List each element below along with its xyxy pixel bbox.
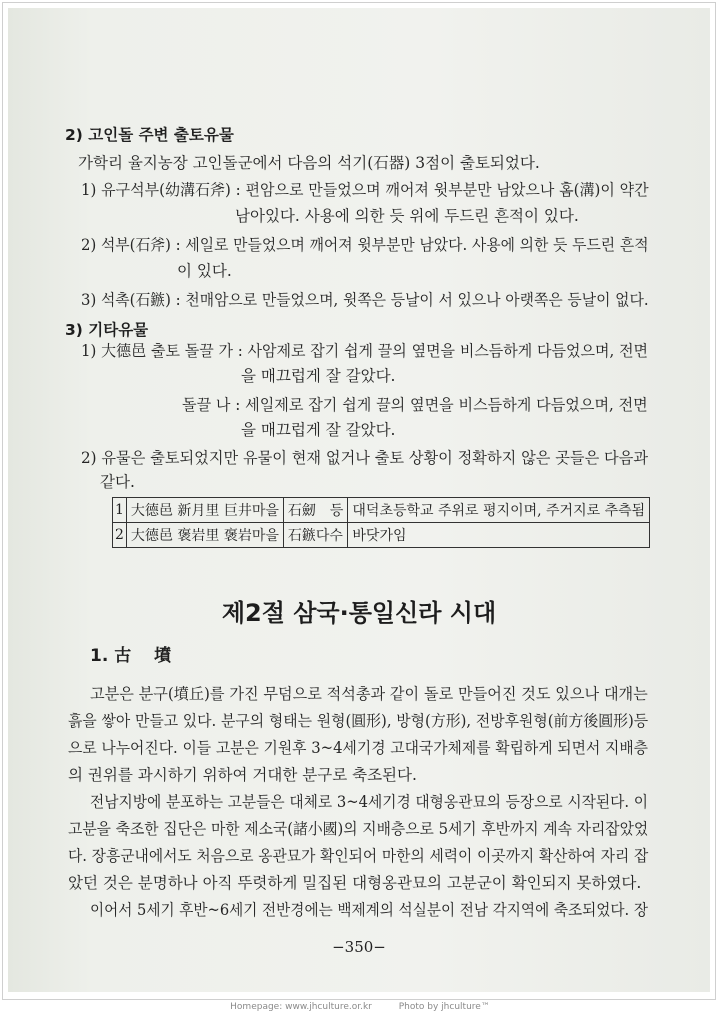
body-line: 전남지방에 분포하는 고분들은 대체로 3~4세기경 대형옹관묘의 등장으로 시작된다. 이 [90,793,649,811]
item-1-line-1: 1) 유구석부(幼溝石斧) : 편암으로 만들었으며 깨어져 윗부분만 남았으나 홈(溝)이 약간 [81,181,649,199]
item-2-line-1: 2) 석부(石斧) : 세일로 만들었으며 깨어져 윗부분만 남았다. 사용에 의한 듯 두드린 흔적 [81,236,649,254]
item-1b-line-1: 돌끌 나 : 세일제로 잡기 쉽게 끌의 옆면을 비스듬하게 다듬었으며, 전면 [182,396,648,414]
row-number: 1 [113,498,127,523]
section-title: 1. 古 墳 [90,646,172,666]
row-number: 2 [113,523,127,548]
table-row [113,498,650,523]
section-heading-stone-artifacts: 2) 고인돌 주변 출토유물 [65,126,234,144]
item-2-line-1-other: 2) 유물은 출토되었지만 유물이 현재 없거나 출토 상황이 정확하지 않은 곳들은 다음과 [81,449,649,467]
item-2-line-2: 이 있다. [177,262,232,280]
footer-homepage: Homepage: www.jhculture.or.kr [230,1002,372,1012]
body-line: 다. 장흥군내에서도 처음으로 옹관묘가 확인되어 마한의 세력이 이곳까지 확산하여 자리 잡 [68,847,649,865]
body-line: 이어서 5세기 후반~6세기 전반경에는 백제계의 석실분이 전남 각지역에 축조되었다. 장 [90,901,648,919]
artifact-table [112,497,650,548]
item-2-line-2-other: 같다. [100,473,135,491]
item-3-line: 3) 석촉(石鏃) : 천매암으로 만들었으며, 윗쪽은 등날이 서 있으나 아랫쪽은 등날이 없다. [81,291,649,309]
item-1b-line-2: 을 매끄럽게 잘 갈았다. [241,421,396,439]
item-1a-line-1: 1) 大德邑 출토 돌끌 가 : 사암제로 잡기 쉽게 끌의 옆면을 비스듬하게 다듬었으며, 전면 [81,342,649,360]
intro-line: 가학리 율지농장 고인돌군에서 다음의 석기(石器) 3점이 출토되었다. [78,154,540,172]
footer-photo: Photo by jhculture™ [398,1002,490,1012]
row-note: 바닷가임 [348,523,650,548]
row-place: 大德邑 褒岩里 褒岩마을 [126,523,283,548]
footer-credit [0,1002,720,1012]
section-heading-other-artifacts: 3) 기타유물 [65,321,149,339]
item-1a-line-2: 을 매끄럽게 잘 갈았다. [241,367,396,385]
row-place: 大德邑 新月里 巨井마을 [126,498,283,523]
body-line: 았던 것은 분명하나 아직 뚜렷하게 밀집된 대형옹관묘의 고분군이 확인되지 못하였다. [68,874,642,892]
table-row [113,523,650,548]
body-line: 고분은 분구(墳丘)를 가진 무덤으로 적석총과 같이 돌로 만들어진 것도 있으나 대개는 [90,685,648,703]
body-line: 으로 나누어진다. 이들 고분은 기원후 3~4세기경 고대국가체제를 확립하게 되면서 지배층 [68,739,648,757]
chapter-title: 제2절 삼국·통일신라 시대 [221,599,497,627]
body-line: 고분을 축조한 집단은 마한 제소국(諸小國)의 지배층으로 5세기 후반까지 계속 자리잡았었 [68,820,649,838]
body-line: 흙을 쌓아 만들고 있다. 분구의 형태는 원형(圓形), 방형(方形), 전방후원형(前方後圓形)등 [68,712,649,730]
row-item: 石鏃다수 [283,523,348,548]
scanned-page [8,8,710,992]
page-number: −350− [332,938,386,956]
body-line: 의 권위를 과시하기 위하여 거대한 분구로 축조된다. [68,766,417,784]
item-1-line-2: 남아있다. 사용에 의한 듯 위에 두드린 흔적이 있다. [235,207,579,225]
row-note: 대덕초등학교 주위로 평지이며, 주거지로 추측됨 [348,498,650,523]
row-item: 石劒 등 [283,498,348,523]
